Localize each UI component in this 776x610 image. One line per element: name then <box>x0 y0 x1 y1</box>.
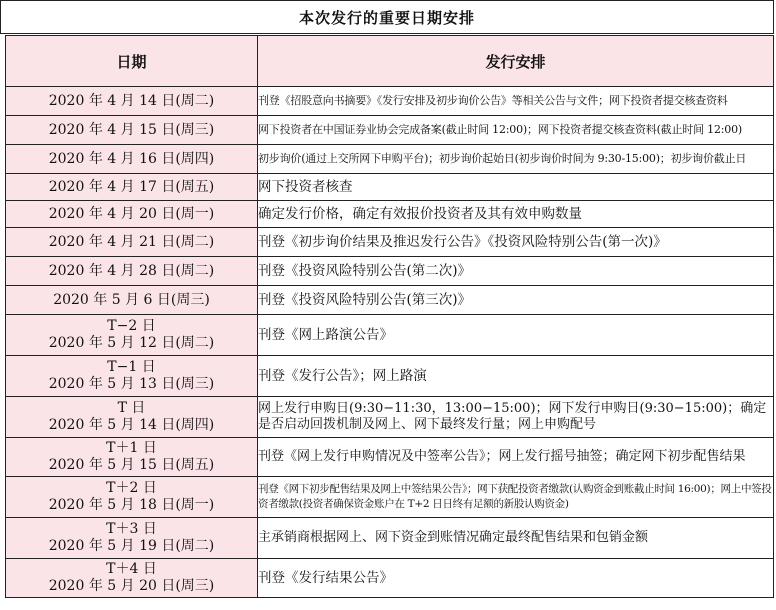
table-row <box>6 145 774 174</box>
date-cell <box>6 87 258 116</box>
day-label: T＋3 日 <box>106 521 157 537</box>
plan-cell: 主承销商根据网上、网下资金到账情况确定最终配售结果和包销金额 <box>258 518 774 559</box>
plan-cell: 确定发行价格，确定有效报价投资者及其有效申购数量 <box>258 201 774 228</box>
day-label: T＋2 日 <box>106 480 157 496</box>
table-row <box>6 228 774 257</box>
date-text: 2020 年 4 月 20 日(周一) <box>48 205 215 222</box>
date-text: 2020 年 5 月 15 日(周五) <box>48 457 215 473</box>
date-cell <box>6 315 258 356</box>
date-cell <box>6 286 258 315</box>
table-row <box>6 477 774 518</box>
plan-cell: 网上发行申购日(9:30−11:30，13:00−15:00)；网下发行申购日(9:30−15:00)；确定是否启动回拨机制及网上、网下最终发行量；网上申购配号 <box>258 397 774 438</box>
table-row <box>6 87 774 116</box>
table-row <box>6 174 774 201</box>
header-row <box>6 36 774 87</box>
date-cell <box>6 228 258 257</box>
day-label: T＋1 日 <box>106 440 157 456</box>
plan-cell: 刊登《网上发行申购情况及中签率公告》；网上发行摇号抽签；确定网下初步配售结果 <box>258 438 774 477</box>
plan-cell: 刊登《发行公告》；网上路演 <box>258 356 774 397</box>
plan-cell: 网下投资者在中国证券业协会完成备案(截止时间 12:00)；网下投资者提交核查资料(截止时间 12:00) <box>258 116 774 145</box>
date-text: 2020 年 5 月 6 日(周三) <box>53 291 210 308</box>
plan-cell: 刊登《投资风险特别公告(第二次)》 <box>258 257 774 286</box>
date-cell <box>6 397 258 438</box>
date-text: 2020 年 5 月 20 日(周三) <box>48 578 215 594</box>
table-title: 本次发行的重要日期安排 <box>0 0 774 34</box>
plan-cell: 刊登《发行结果公告》 <box>258 559 774 598</box>
plan-cell: 刊登《网下初步配售结果及网上中签结果公告》；网下获配投资者缴款(认购资金到账截止时间 16:00)；网上中签投资者缴款(投资者确保资金账户在 T+2 日日终有足额的新股认购资金) <box>258 477 774 518</box>
date-text: 2020 年 5 月 12 日(周二) <box>48 335 215 351</box>
table-row <box>6 397 774 438</box>
table-row <box>6 315 774 356</box>
plan-cell: 刊登《投资风险特别公告(第三次)》 <box>258 286 774 315</box>
plan-cell: 刊登《招股意向书摘要》《发行安排及初步询价公告》等相关公告与文件；网下投资者提交核查资料 <box>258 87 774 116</box>
plan-cell: 刊登《初步询价结果及推迟发行公告》《投资风险特别公告(第一次)》 <box>258 228 774 257</box>
date-cell <box>6 257 258 286</box>
day-label: T−1 日 <box>107 359 156 375</box>
date-cell <box>6 201 258 228</box>
date-cell <box>6 116 258 145</box>
table-row <box>6 257 774 286</box>
date-text: 2020 年 5 月 18 日(周一) <box>48 497 215 513</box>
plan-cell: 网下投资者核查 <box>258 174 774 201</box>
date-text: 2020 年 4 月 15 日(周三) <box>48 121 215 138</box>
date-text: 2020 年 5 月 19 日(周二) <box>48 538 215 554</box>
date-cell <box>6 145 258 174</box>
date-text: 2020 年 4 月 21 日(周二) <box>48 233 215 250</box>
header-plan: 发行安排 <box>258 36 774 87</box>
plan-cell: 初步询价(通过上交所网下申购平台)；初步询价起始日(初步询价时间为 9:30-15:00)；初步询价截止日 <box>258 145 774 174</box>
table-row <box>6 116 774 145</box>
day-label: T＋4 日 <box>106 561 157 577</box>
date-cell <box>6 518 258 559</box>
date-cell <box>6 174 258 201</box>
table-row <box>6 201 774 228</box>
day-label: T 日 <box>117 400 146 416</box>
table-row <box>6 438 774 477</box>
table-row <box>6 559 774 598</box>
date-cell <box>6 477 258 518</box>
date-text: 2020 年 5 月 14 日(周四) <box>48 417 215 433</box>
date-text: 2020 年 4 月 17 日(周五) <box>48 178 215 195</box>
date-cell <box>6 559 258 598</box>
date-text: 2020 年 4 月 14 日(周二) <box>48 92 215 109</box>
table-row <box>6 286 774 315</box>
date-cell <box>6 438 258 477</box>
day-label: T−2 日 <box>107 318 156 334</box>
date-text: 2020 年 5 月 13 日(周三) <box>48 376 215 392</box>
table-row <box>6 356 774 397</box>
header-date: 日期 <box>6 36 258 87</box>
schedule-table <box>5 35 774 598</box>
date-text: 2020 年 4 月 16 日(周四) <box>48 150 215 167</box>
plan-cell: 刊登《网上路演公告》 <box>258 315 774 356</box>
table-row <box>6 518 774 559</box>
date-text: 2020 年 4 月 28 日(周二) <box>48 262 215 279</box>
date-cell <box>6 356 258 397</box>
